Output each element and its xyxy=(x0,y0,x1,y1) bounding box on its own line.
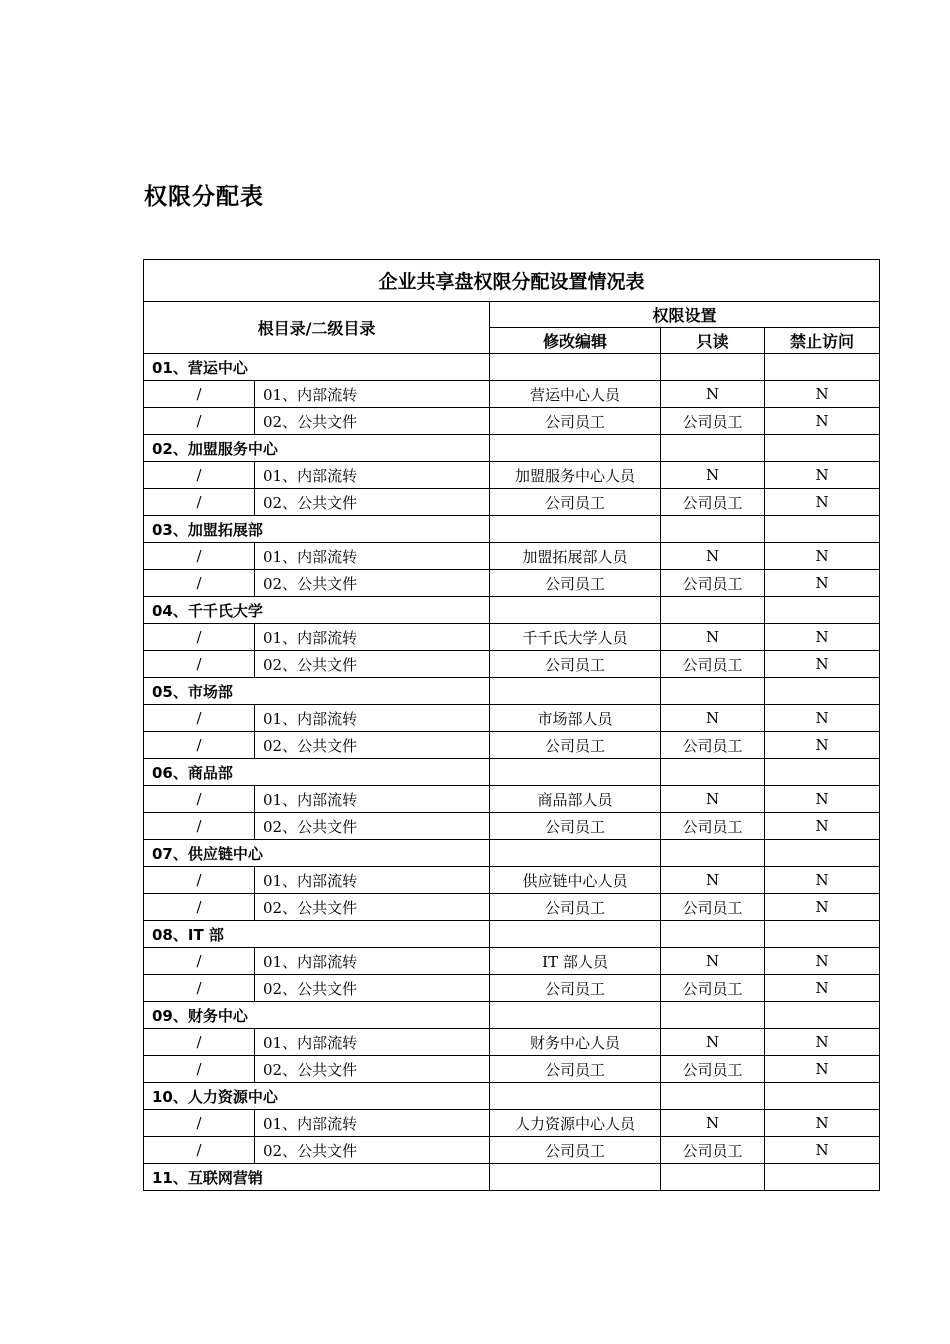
group-row xyxy=(144,354,880,381)
group-row xyxy=(144,759,880,786)
row-slash: / xyxy=(144,543,255,570)
row-slash: / xyxy=(144,381,255,408)
header-directory: 根目录/二级目录 xyxy=(144,302,490,354)
read-permission: 公司员工 xyxy=(661,813,765,840)
group-row xyxy=(144,1002,880,1029)
group-edit-cell xyxy=(490,597,661,624)
group-edit-cell xyxy=(490,840,661,867)
edit-permission: 公司员工 xyxy=(490,570,661,597)
group-read-cell xyxy=(661,1083,765,1110)
group-read-cell xyxy=(661,921,765,948)
subdirectory-name: 02、公共文件 xyxy=(255,1137,490,1164)
edit-permission: 人力资源中心人员 xyxy=(490,1110,661,1137)
table-row xyxy=(144,786,880,813)
read-permission: 公司员工 xyxy=(661,570,765,597)
read-permission: 公司员工 xyxy=(661,894,765,921)
read-permission: N xyxy=(661,624,765,651)
read-permission: N xyxy=(661,381,765,408)
deny-permission: N xyxy=(765,651,880,678)
read-permission: 公司员工 xyxy=(661,975,765,1002)
row-slash: / xyxy=(144,1029,255,1056)
group-deny-cell xyxy=(765,597,880,624)
deny-permission: N xyxy=(765,462,880,489)
subdirectory-name: 01、内部流转 xyxy=(255,381,490,408)
group-deny-cell xyxy=(765,435,880,462)
group-name: 06、商品部 xyxy=(144,759,490,786)
subdirectory-name: 01、内部流转 xyxy=(255,543,490,570)
group-name: 10、人力资源中心 xyxy=(144,1083,490,1110)
deny-permission: N xyxy=(765,1110,880,1137)
row-slash: / xyxy=(144,1056,255,1083)
deny-permission: N xyxy=(765,489,880,516)
edit-permission: 千千氏大学人员 xyxy=(490,624,661,651)
edit-permission: 加盟拓展部人员 xyxy=(490,543,661,570)
subdirectory-name: 02、公共文件 xyxy=(255,894,490,921)
group-deny-cell xyxy=(765,678,880,705)
edit-permission: 财务中心人员 xyxy=(490,1029,661,1056)
group-name: 11、互联网营销 xyxy=(144,1164,490,1191)
subdirectory-name: 02、公共文件 xyxy=(255,1056,490,1083)
group-row xyxy=(144,597,880,624)
group-name: 01、营运中心 xyxy=(144,354,490,381)
deny-permission: N xyxy=(765,1056,880,1083)
read-permission: N xyxy=(661,543,765,570)
group-read-cell xyxy=(661,516,765,543)
group-edit-cell xyxy=(490,921,661,948)
table-row xyxy=(144,1029,880,1056)
group-name: 03、加盟拓展部 xyxy=(144,516,490,543)
group-read-cell xyxy=(661,678,765,705)
table-row xyxy=(144,543,880,570)
row-slash: / xyxy=(144,1110,255,1137)
row-slash: / xyxy=(144,894,255,921)
table-row xyxy=(144,1137,880,1164)
deny-permission: N xyxy=(765,894,880,921)
deny-permission: N xyxy=(765,786,880,813)
group-read-cell xyxy=(661,1164,765,1191)
group-read-cell xyxy=(661,759,765,786)
group-name: 09、财务中心 xyxy=(144,1002,490,1029)
group-deny-cell xyxy=(765,516,880,543)
group-edit-cell xyxy=(490,435,661,462)
subdirectory-name: 02、公共文件 xyxy=(255,732,490,759)
table-row xyxy=(144,732,880,759)
table-title-row xyxy=(144,260,880,302)
edit-permission: 公司员工 xyxy=(490,975,661,1002)
subdirectory-name: 01、内部流转 xyxy=(255,786,490,813)
edit-permission: 市场部人员 xyxy=(490,705,661,732)
subdirectory-name: 01、内部流转 xyxy=(255,867,490,894)
read-permission: N xyxy=(661,462,765,489)
row-slash: / xyxy=(144,813,255,840)
edit-permission: 商品部人员 xyxy=(490,786,661,813)
group-name: 05、市场部 xyxy=(144,678,490,705)
read-permission: 公司员工 xyxy=(661,1056,765,1083)
subdirectory-name: 01、内部流转 xyxy=(255,624,490,651)
permission-table xyxy=(143,259,880,1191)
edit-permission: 公司员工 xyxy=(490,408,661,435)
group-edit-cell xyxy=(490,678,661,705)
deny-permission: N xyxy=(765,408,880,435)
group-deny-cell xyxy=(765,1164,880,1191)
group-deny-cell xyxy=(765,759,880,786)
deny-permission: N xyxy=(765,813,880,840)
edit-permission: 公司员工 xyxy=(490,1056,661,1083)
row-slash: / xyxy=(144,786,255,813)
deny-permission: N xyxy=(765,1137,880,1164)
subdirectory-name: 02、公共文件 xyxy=(255,975,490,1002)
table-row xyxy=(144,489,880,516)
deny-permission: N xyxy=(765,381,880,408)
group-read-cell xyxy=(661,435,765,462)
group-name: 04、千千氏大学 xyxy=(144,597,490,624)
edit-permission: 营运中心人员 xyxy=(490,381,661,408)
group-deny-cell xyxy=(765,1002,880,1029)
group-edit-cell xyxy=(490,759,661,786)
group-row xyxy=(144,1164,880,1191)
edit-permission: 公司员工 xyxy=(490,1137,661,1164)
edit-permission: 公司员工 xyxy=(490,813,661,840)
group-read-cell xyxy=(661,597,765,624)
read-permission: 公司员工 xyxy=(661,489,765,516)
subdirectory-name: 02、公共文件 xyxy=(255,651,490,678)
row-slash: / xyxy=(144,570,255,597)
permission-table-body xyxy=(144,260,880,1191)
read-permission: 公司员工 xyxy=(661,408,765,435)
group-deny-cell xyxy=(765,921,880,948)
subdirectory-name: 02、公共文件 xyxy=(255,570,490,597)
row-slash: / xyxy=(144,975,255,1002)
table-row xyxy=(144,813,880,840)
edit-permission: 加盟服务中心人员 xyxy=(490,462,661,489)
deny-permission: N xyxy=(765,867,880,894)
read-permission: 公司员工 xyxy=(661,732,765,759)
table-row xyxy=(144,1110,880,1137)
group-name: 02、加盟服务中心 xyxy=(144,435,490,462)
group-row xyxy=(144,840,880,867)
header-permission-settings: 权限设置 xyxy=(490,302,880,328)
deny-permission: N xyxy=(765,732,880,759)
read-permission: N xyxy=(661,705,765,732)
subdirectory-name: 01、内部流转 xyxy=(255,948,490,975)
row-slash: / xyxy=(144,732,255,759)
group-read-cell xyxy=(661,354,765,381)
group-deny-cell xyxy=(765,354,880,381)
page-title: 权限分配表 xyxy=(144,184,264,210)
subdirectory-name: 01、内部流转 xyxy=(255,1029,490,1056)
group-edit-cell xyxy=(490,354,661,381)
group-edit-cell xyxy=(490,1083,661,1110)
row-slash: / xyxy=(144,948,255,975)
row-slash: / xyxy=(144,489,255,516)
group-row xyxy=(144,921,880,948)
row-slash: / xyxy=(144,462,255,489)
edit-permission: 公司员工 xyxy=(490,489,661,516)
table-row xyxy=(144,624,880,651)
row-slash: / xyxy=(144,624,255,651)
subdirectory-name: 02、公共文件 xyxy=(255,813,490,840)
table-row xyxy=(144,705,880,732)
read-permission: N xyxy=(661,867,765,894)
deny-permission: N xyxy=(765,543,880,570)
header-edit: 修改编辑 xyxy=(490,328,661,354)
read-permission: N xyxy=(661,786,765,813)
subdirectory-name: 02、公共文件 xyxy=(255,408,490,435)
edit-permission: 供应链中心人员 xyxy=(490,867,661,894)
table-row xyxy=(144,462,880,489)
deny-permission: N xyxy=(765,975,880,1002)
group-row xyxy=(144,516,880,543)
group-read-cell xyxy=(661,1002,765,1029)
table-row xyxy=(144,894,880,921)
read-permission: N xyxy=(661,1029,765,1056)
edit-permission: IT 部人员 xyxy=(490,948,661,975)
table-row xyxy=(144,381,880,408)
read-permission: 公司员工 xyxy=(661,651,765,678)
deny-permission: N xyxy=(765,705,880,732)
group-edit-cell xyxy=(490,516,661,543)
subdirectory-name: 01、内部流转 xyxy=(255,705,490,732)
edit-permission: 公司员工 xyxy=(490,732,661,759)
row-slash: / xyxy=(144,651,255,678)
group-row xyxy=(144,435,880,462)
header-row-1 xyxy=(144,302,880,328)
deny-permission: N xyxy=(765,570,880,597)
edit-permission: 公司员工 xyxy=(490,651,661,678)
subdirectory-name: 02、公共文件 xyxy=(255,489,490,516)
table-row xyxy=(144,1056,880,1083)
row-slash: / xyxy=(144,1137,255,1164)
table-row xyxy=(144,408,880,435)
table-title: 企业共享盘权限分配设置情况表 xyxy=(144,260,880,302)
read-permission: N xyxy=(661,1110,765,1137)
group-name: 07、供应链中心 xyxy=(144,840,490,867)
table-row xyxy=(144,651,880,678)
row-slash: / xyxy=(144,705,255,732)
deny-permission: N xyxy=(765,1029,880,1056)
subdirectory-name: 01、内部流转 xyxy=(255,462,490,489)
group-deny-cell xyxy=(765,840,880,867)
group-edit-cell xyxy=(490,1002,661,1029)
row-slash: / xyxy=(144,867,255,894)
group-row xyxy=(144,678,880,705)
deny-permission: N xyxy=(765,624,880,651)
group-row xyxy=(144,1083,880,1110)
edit-permission: 公司员工 xyxy=(490,894,661,921)
read-permission: N xyxy=(661,948,765,975)
table-row xyxy=(144,948,880,975)
group-read-cell xyxy=(661,840,765,867)
row-slash: / xyxy=(144,408,255,435)
group-deny-cell xyxy=(765,1083,880,1110)
read-permission: 公司员工 xyxy=(661,1137,765,1164)
table-row xyxy=(144,975,880,1002)
table-row xyxy=(144,867,880,894)
header-read-only: 只读 xyxy=(661,328,765,354)
deny-permission: N xyxy=(765,948,880,975)
group-name: 08、IT 部 xyxy=(144,921,490,948)
table-row xyxy=(144,570,880,597)
subdirectory-name: 01、内部流转 xyxy=(255,1110,490,1137)
header-no-access: 禁止访问 xyxy=(765,328,880,354)
group-edit-cell xyxy=(490,1164,661,1191)
